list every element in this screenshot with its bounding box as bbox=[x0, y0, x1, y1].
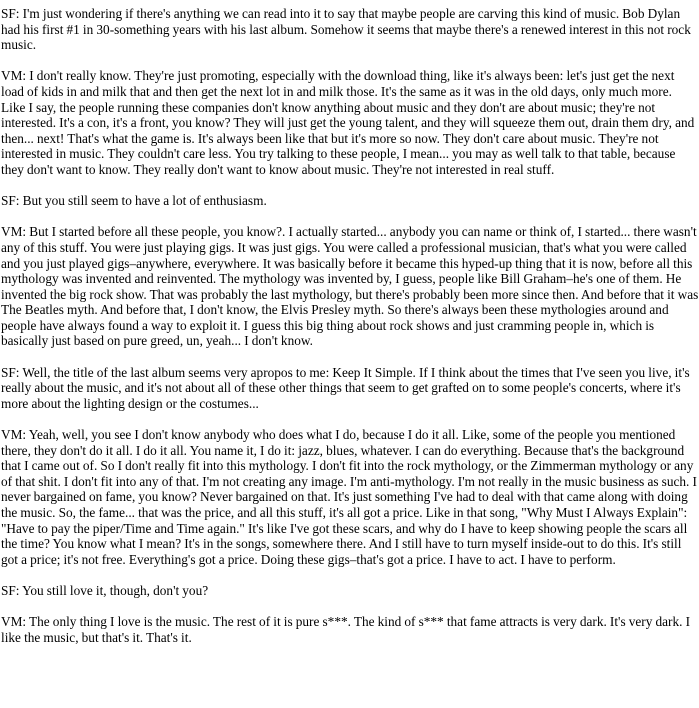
answer-paragraph: VM: Yeah, well, you see I don't know anybody who does what I do, because I do it all. Like, some of the people you mentioned there, they don't do it all. I do it all. You name it, I do it: jazz, blues, whatever. I can do everything. Because that's the background that I came out of. So I don't really fit into this mythology. I don't fit into the rock mythology, or the Zimmerman mythology or any of that shit. I don't fit into any of that. I'm not creating any image. I'm anti-mythology. I'm not really in the music business as such. I never bargained on fame, you know? Never bargained on that. It's just something I've had to deal with that came along with doing the music. So, the fame... that was the price, and all this stuff, it's all got a price. Like in that song, "Why Must I Always Explain": "Have to pay the piper/Time and Time again." It's like I've got these scars, and why do I have to keep showing people the scars all the time? You know what I mean? It's in the songs, somewhere there. And I still have to turn myself inside-out to do this. It's still got a price; it's not free. Everything's got a price. Doing these gigs–that's got a price. I have to act. I have to perform. bbox=[1, 427, 697, 567]
question-paragraph: SF: You still love it, though, don't you? bbox=[1, 582, 209, 598]
question-paragraph: SF: Well, the title of the last album seems very apropos to me: Keep It Simple. If I think about the times that I've seen you live, it's really about the music, and it's not about all of these other things that seem to get grafted on to some people's concerts, where it's more about the lighting design or the costumes... bbox=[1, 364, 690, 411]
question-paragraph: SF: I'm just wondering if there's anything we can read into it to say that maybe people are carving this kind of music. Bob Dylan had his first #1 in 30-something years with his last album. Somehow it seems that maybe there's a renewed interest in this not rock music. bbox=[1, 6, 691, 53]
answer-paragraph: VM: I don't really know. They're just promoting, especially with the download thing, like it's always been: let's just get the next load of kids in and milk that and then get the next lot in and milk those. It's the same as it was in the old days, only much more. Like I say, the people running these companies don't know anything about music and they don't are about music; they're not interested. It's a con, it's a front, you know? They will just get the young talent, and they will squeeze them out, drain them dry, and then... next! That's what the game is. It's always been like that but it's more so now. They don't care about music. They're not interested in music. They couldn't care less. You try talking to these people, I mean... you may as well talk to that table, because they don't want to know. They really don't want to know about music. They're not interested in real stuff. bbox=[1, 68, 695, 177]
answer-paragraph: VM: But I started before all these people, you know?. I actually started... anybody you can name or think of, I started... there wasn't any of this stuff. You were just playing gigs. It was just gigs. You were called a professional musician, that's what you were called and you just played gigs–anywhere, everywhere. It was basically before it became this hyped-up thing that it is now, before all this mythology was invented and reinvented. The mythology was invented by, I guess, people like Bill Graham–he's one of them. He invented the big rock show. That was probably the last mythology, but there's probably been more since then. And before that it was The Beatles myth. And before that, I don't know, the Elvis Presley myth. So there's always been these mythologies around and people have always found a way to exploit it. I guess this big thing about rock shows and just cramming people in, which is basically just based on pure greed, un, yeah... I don't know. bbox=[1, 224, 699, 349]
answer-paragraph: VM: The only thing I love is the music. The rest of it is pure s***. The kind of s*** that fame attracts is very dark. It's very dark. I like the music, but that's it. That's it. bbox=[1, 614, 691, 645]
question-paragraph: SF: But you still seem to have a lot of enthusiasm. bbox=[1, 193, 267, 209]
